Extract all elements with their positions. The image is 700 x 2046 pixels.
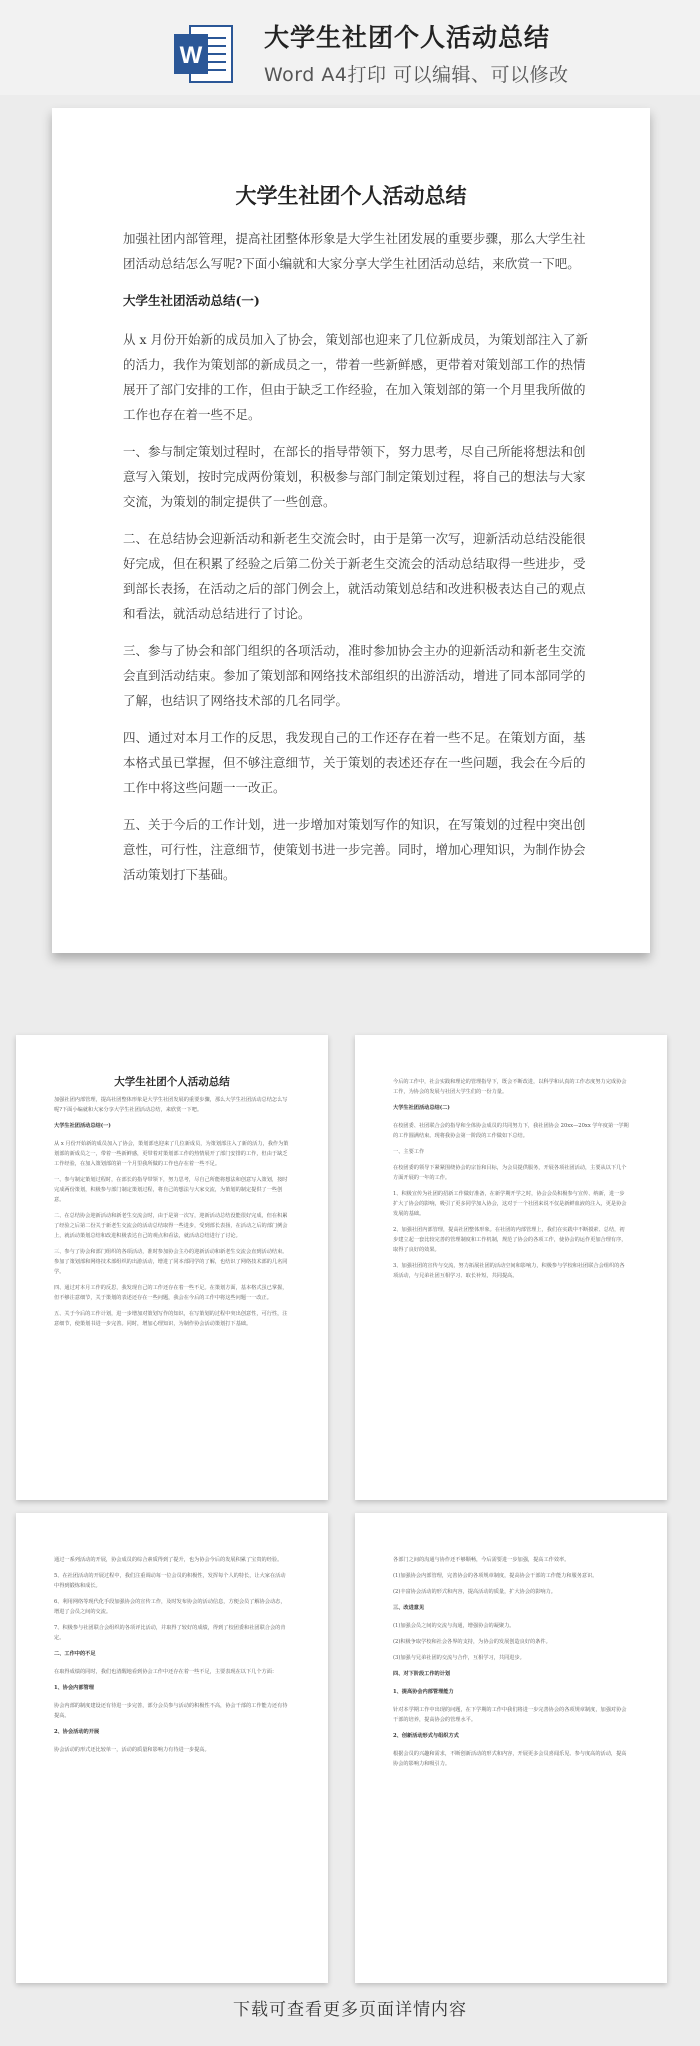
thumbnail-heading: 2、创新活动形式与组织方式 [393,1733,459,1739]
thumbnail-paragraph: 根据会员的兴趣和需求，不断创新活动的形式和内容，开展更多会员喜闻乐见、参与度高的活动，提高协会的影响力和吸引力。 [393,1751,627,1767]
download-more-link[interactable]: 下载可查看更多页面详情内容 [233,2000,467,2020]
body-paragraph: 一、参与制定策划过程时，在部长的指导带领下，努力思考，尽自己所能将想法和创意写入策划，按时完成两份策划，积极参与部门制定策划过程，将自己的想法与大家交流，为策划的制定提供了一些创意。 [123,444,586,509]
thumbnail-paragraph: 1、积极宣传为社团的招新工作做好准备，在新学期开学之时，协会会员积极参与宣传、纳新，进一步扩大了协会的影响，吸引了更多同学加入协会，这对于一个社团来说不仅是新鲜血液的注入，更是协会发展的基础。 [393,1191,627,1217]
header-bar [0,0,700,95]
page-thumbnail-4[interactable] [355,1513,667,1983]
page-title: 大学生社团个人活动总结 [264,23,551,52]
thumbnail-paragraph: 5、在社团活动的开展过程中，我们注重调动每一位会员的积极性，发挥每个人的特长，让大家在活动中得到锻炼和成长。 [54,1573,286,1589]
thumbnail-heading: 四、对下阶段工作的计划 [393,1671,451,1677]
thumbnail-paragraph: 针对本学期工作中出现的问题，在下学期的工作中我们将进一步完善协会的各项规章制度，加强对协会干部的培养，提高协会的管理水平。 [393,1707,627,1723]
thumbnail-paragraph: 一、参与制定策划过程时，在部长的指导带领下，努力思考，尽自己所能将想法和创意写入策划，按时完成两份策划，积极参与部门制定策划过程，将自己的想法与大家交流，为策划的制定提供了一些创意。 [54,1177,288,1203]
thumbnail-paragraph: 各部门之间的沟通与协作还不够顺畅，今后需要进一步加强，提高工作效率。 [393,1557,570,1563]
thumbnail-content [54,1077,290,1335]
word-document-icon [172,22,236,86]
page-thumbnail-2[interactable] [355,1035,667,1500]
thumbnail-content [393,1077,629,1287]
page-thumbnail-1[interactable] [16,1035,328,1500]
body-paragraph: 五、关于今后的工作计划，进一步增加对策划写作的知识，在写策划的过程中突出创意性，可行性，注意细节，使策划书进一步完善。同时，增加心理知识，为制作协会活动策划打下基础。 [123,817,586,882]
word-icon-letter: W [179,42,203,69]
thumbnail-paragraph: 协会活动的形式还比较单一，活动的质量和影响力有待进一步提高。 [54,1747,210,1753]
thumbnail-heading: 2、协会活动的开展 [54,1729,100,1735]
thumbnail-paragraph: 三、参与了协会和部门组织的各项活动，准时参加协会主办的迎新活动和新老生交流会直到活动结束。参加了策划部和网络技术部组织的出游活动，增进了同本部同学的了解，也结识了网络技术部的几名同学。 [54,1249,288,1275]
thumbnail-heading: 三、改进意见 [393,1605,425,1611]
section-heading: 大学生社团活动总结(一) [123,293,260,308]
thumbnail-paragraph: 3、加强社团的宣传与交流，努力拓展社团的活动空间和影响力，积极参与学校和社团联合会组织的各项活动，与兄弟社团互相学习、取长补短，共同提高。 [393,1263,625,1279]
body-paragraph: 三、参与了协会和部门组织的各项活动，准时参加协会主办的迎新活动和新老生交流会直到活动结束。参加了策划部和网络技术部组织的出游活动，增进了同本部同学的了解，也结识了网络技术部的几名同学。 [123,643,586,708]
page-subtitle: Word A4打印 可以编辑、可以修改 [264,64,569,86]
document-body [123,226,588,899]
body-paragraph: 四、通过对本月工作的反思，我发现自己的工作还存在着一些不足。在策划方面，基本格式虽已掌握，但不够注意细节，关于策划的表述还存在一些问题，我会在今后的工作中将这些问题一一改正。 [123,730,586,795]
thumbnail-paragraph: (2)丰富协会活动的形式和内容，提高活动的质量，扩大协会的影响力。 [393,1589,556,1595]
page-thumbnail-3[interactable] [16,1513,328,1983]
thumbnail-paragraph: 五、关于今后的工作计划，进一步增加对策划写作的知识，在写策划的过程中突出创意性，可行性，注意细节，使策划书进一步完善。同时，增加心理知识，为制作协会活动策划打下基础。 [54,1311,288,1327]
thumbnail-paragraph: (3)加强与兄弟社团的交流与合作，互相学习，共同进步。 [393,1655,525,1661]
thumbnail-paragraph: 在校团委、社团联合会的指导和全体协会成员的共同努力下，我社团协会 20xx—20xx 学年度第一学期的工作圆满结束。现将我协会第一阶段的工作做如下总结。 [393,1123,629,1139]
thumbnail-paragraph: (1)加强协会内部管理，完善协会的各项规章制度，提高协会干部的工作能力和服务意识。 [393,1573,598,1579]
thumbnail-content [54,1555,290,1761]
thumbnail-title: 大学生社团个人活动总结 [114,1076,230,1088]
thumbnail-heading: 1、协会内部管理 [54,1685,94,1691]
thumbnail-paragraph: 6、利用网络等现代化手段加强协会的宣传工作，及时发布协会的活动信息，方便会员了解协会动态，增进了会员之间的交流。 [54,1599,286,1615]
thumbnail-paragraph: 通过一系列活动的开展，协会成员的综合素质得到了提升，也为协会今后的发展积累了宝贵的经验。 [54,1557,283,1563]
thumbnail-paragraph: (1)加强会员之间的交流与沟通，增强协会的凝聚力。 [393,1623,515,1629]
document-page-preview [52,108,650,953]
thumbnail-heading: 大学生社团活动总结(二) [393,1105,450,1111]
thumbnail-paragraph: 二、在总结协会迎新活动和新老生交流会时，由于是第一次写，迎新活动总结没能很好完成，但在积累了经验之后第二份关于新老生交流会的活动总结取得一些进步，受到部长表扬，在活动之后的部门例会上，就活动策划总结和改进积极表达自己的观点和看法，就活动总结进行了讨论。 [54,1213,288,1239]
intro-paragraph: 加强社团内部管理，提高社团整体形象是大学生社团发展的重要步骤，那么大学生社团活动总结怎么写呢?下面小编就和大家分享大学生社团活动总结，来欣赏一下吧。 [123,231,586,271]
thumbnail-content [393,1555,629,1775]
thumbnail-heading: 1、提高协会内部管理能力 [393,1689,454,1695]
thumbnail-paragraph: 在校团委的领导下紧紧围绕协会的宗旨和目标，为会员提供服务，开展各项社团活动，主要从以下几个方面开展的一年的工作。 [393,1165,627,1181]
thumbnail-paragraph: 今后的工作中，社会实践和理论的管理指导下，既会不断改进，以科学和认真的工作态度努力完成协会工作，为协会的发展与社团大学生们的一份力量。 [393,1079,627,1095]
thumbnail-paragraph: 在取得成绩的同时，我们也清醒地看到协会工作中还存在着一些不足，主要表现在以下几个方面： [54,1669,278,1675]
thumbnail-paragraph: 2、加强社团内部管理，提高社团整体形象。在社团的内部管理上，我们在实践中不断摸索、总结，初步建立起一套比较完善的管理制度和工作机制，规范了协会的各项工作，使协会的运作更加合理有序，取得了良好的效果。 [393,1227,627,1253]
thumbnail-heading: 大学生社团活动总结(一) [54,1123,111,1129]
body-paragraph: 二、在总结协会迎新活动和新老生交流会时，由于是第一次写，迎新活动总结没能很好完成，但在积累了经验之后第二份关于新老生交流会的活动总结取得一些进步，受到部长表扬，在活动之后的部门例会上，就活动策划总结和改进积极表达自己的观点和看法，就活动总结进行了讨论。 [123,531,586,621]
thumbnail-paragraph: 从 x 月份开始新的成员加入了协会，策划部也迎来了几位新成员，为策划部注入了新的活力，我作为策划部的新成员之一，带着一些新鲜感，更带着对策划部工作的热情展开了部门安排的工作，但由于缺乏工作经验，在加入策划部的第一个月里我所做的工作也存在着一些不足。 [54,1141,289,1167]
document-title: 大学生社团个人活动总结 [235,183,467,208]
thumbnail-paragraph: 加强社团内部管理，提高社团整体形象是大学生社团发展的重要步骤，那么大学生社团活动总结怎么写呢?下面小编就和大家分享大学生社团活动总结，来欣赏一下吧。 [54,1097,288,1113]
thumbnail-paragraph: (2)积极争取学校和社会各界的支持，为协会的发展创造良好的条件。 [393,1639,551,1645]
thumbnail-paragraph: 四、通过对本月工作的反思，我发现自己的工作还存在着一些不足。在策划方面，基本格式虽已掌握，但不够注意细节，关于策划的表述还存在一些问题，我会在今后的工作中将这些问题一一改正。 [54,1285,288,1301]
thumbnail-paragraph: 协会内部的制度建设还有待进一步完善，部分会员参与活动的积极性不高，协会干部的工作能力还有待提高。 [54,1703,288,1719]
body-paragraph: 从 x 月份开始新的成员加入了协会，策划部也迎来了几位新成员，为策划部注入了新的活力，我作为策划部的新成员之一，带着一些新鲜感，更带着对策划部工作的热情展开了部门安排的工作，但由于缺乏工作经验，在加入策划部的第一个月里我所做的工作也存在着一些不足。 [123,332,588,422]
thumbnail-paragraph: 一、主要工作 [393,1149,425,1155]
thumbnail-heading: 二、工作中的不足 [54,1651,96,1657]
thumbnail-paragraph: 7、积极参与社团联合会组织的各项评比活动，并取得了较好的成绩，得到了校团委和社团联合会的肯定。 [54,1625,286,1641]
